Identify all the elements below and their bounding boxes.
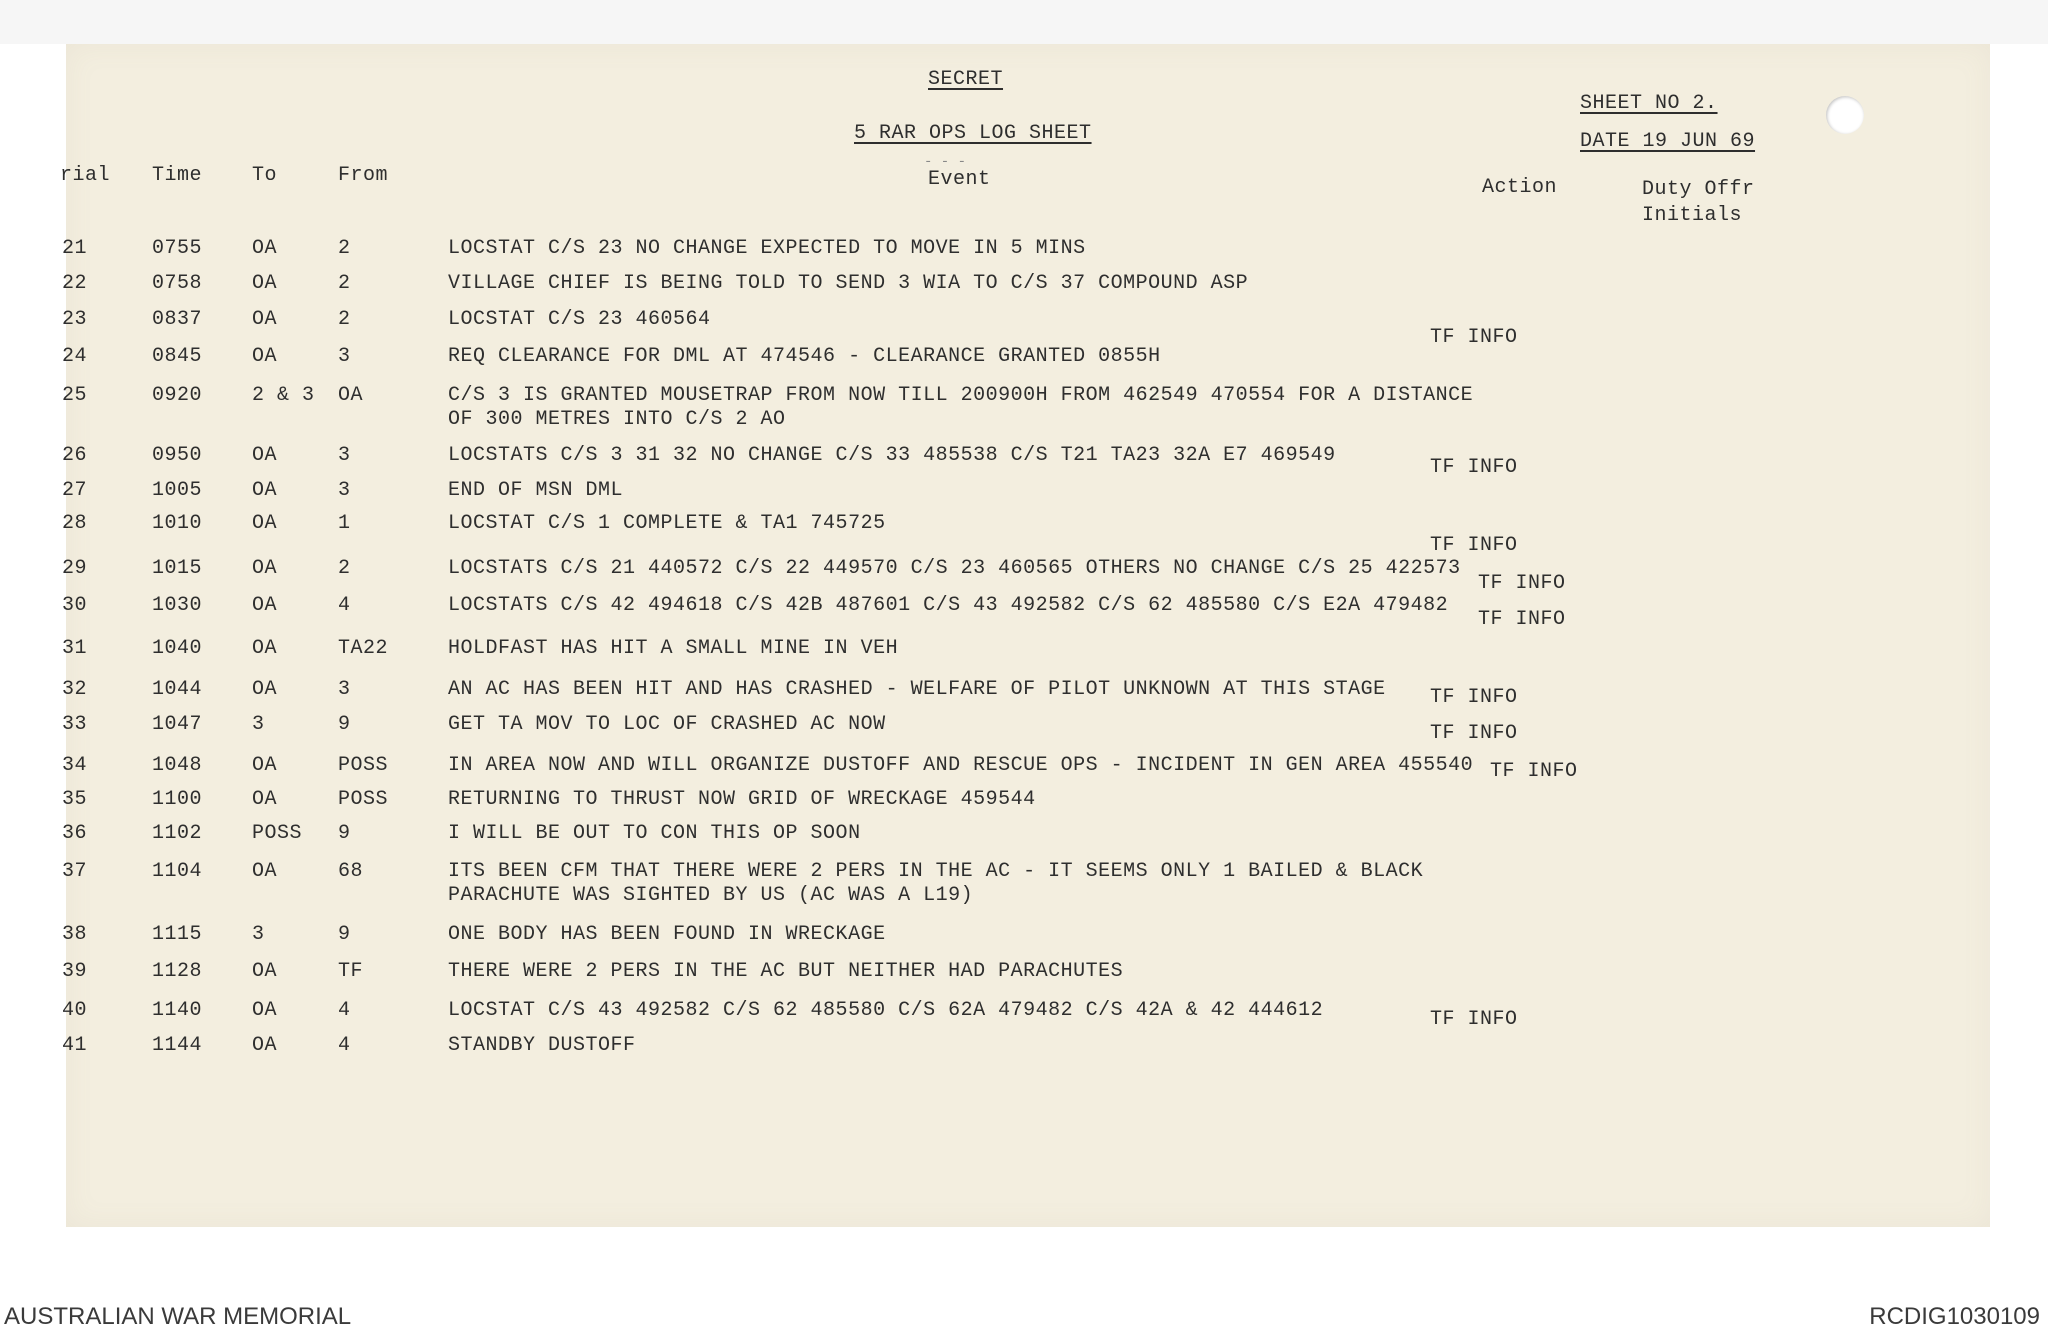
entry-to: OA xyxy=(252,860,278,883)
entry-from: OA xyxy=(338,384,364,407)
entry-event: LOCSTAT C/S 1 COMPLETE & TA1 745725 xyxy=(448,512,886,535)
entry-to: OA xyxy=(252,754,278,777)
entry-time: 1010 xyxy=(152,512,203,535)
entry-time: 1144 xyxy=(152,1034,203,1057)
entry-time: 1047 xyxy=(152,713,203,736)
entry-serial: 21 xyxy=(62,237,88,260)
entry-time: 1044 xyxy=(152,678,203,701)
entry-time: 0845 xyxy=(152,345,203,368)
entry-from: 4 xyxy=(338,594,351,617)
entry-serial: 24 xyxy=(62,345,88,368)
sheet-number: SHEET NO 2. xyxy=(1580,92,1718,115)
entry-from: 2 xyxy=(338,237,351,260)
entry-to: OA xyxy=(252,345,278,368)
column-header-serial: rial xyxy=(60,164,111,187)
scan-top-margin xyxy=(0,0,2048,44)
entry-action: TF INFO xyxy=(1490,760,1578,783)
entry-to: OA xyxy=(252,594,278,617)
entry-from: 2 xyxy=(338,557,351,580)
entry-event: LOCSTATS C/S 21 440572 C/S 22 449570 C/S 23 460565 OTHERS NO CHANGE C/S 25 422573 xyxy=(448,557,1461,580)
entry-event-continued: PARACHUTE WAS SIGHTED BY US (AC WAS A L19) xyxy=(448,884,974,907)
entry-from: 4 xyxy=(338,999,351,1022)
entry-time: 1005 xyxy=(152,479,203,502)
entry-to: POSS xyxy=(252,822,303,845)
entry-event: STANDBY DUSTOFF xyxy=(448,1034,636,1057)
entry-time: 0950 xyxy=(152,444,203,467)
column-header-event: Event xyxy=(928,168,991,191)
column-header-to: To xyxy=(252,164,278,187)
entry-event: LOCSTATS C/S 42 494618 C/S 42B 487601 C/S 43 492582 C/S 62 485580 C/S E2A 479482 xyxy=(448,594,1449,617)
column-header-time: Time xyxy=(152,164,203,187)
entry-to: OA xyxy=(252,999,278,1022)
classification-marking: SECRET xyxy=(928,68,1004,91)
entry-event: LOCSTAT C/S 23 NO CHANGE EXPECTED TO MOVE IN 5 MINS xyxy=(448,237,1086,260)
entry-from: 2 xyxy=(338,308,351,331)
entry-serial: 33 xyxy=(62,713,88,736)
entry-from: 2 xyxy=(338,272,351,295)
entry-to: OA xyxy=(252,557,278,580)
entry-serial: 31 xyxy=(62,637,88,660)
entry-action: TF INFO xyxy=(1430,456,1518,479)
entry-from: 4 xyxy=(338,1034,351,1057)
entry-time: 0755 xyxy=(152,237,203,260)
entry-serial: 25 xyxy=(62,384,88,407)
entry-serial: 35 xyxy=(62,788,88,811)
entry-from: 1 xyxy=(338,512,351,535)
entry-time: 0758 xyxy=(152,272,203,295)
entry-event: LOCSTAT C/S 43 492582 C/S 62 485580 C/S 62A 479482 C/S 42A & 42 444612 xyxy=(448,999,1324,1022)
entry-event: THERE WERE 2 PERS IN THE AC BUT NEITHER HAD PARACHUTES xyxy=(448,960,1124,983)
entry-time: 0920 xyxy=(152,384,203,407)
entry-serial: 34 xyxy=(62,754,88,777)
entry-event: IN AREA NOW AND WILL ORGANIZE DUSTOFF AND RESCUE OPS - INCIDENT IN GEN AREA 455540 xyxy=(448,754,1474,777)
entry-serial: 41 xyxy=(62,1034,88,1057)
archive-name: AUSTRALIAN WAR MEMORIAL xyxy=(4,1303,352,1330)
entry-event: C/S 3 IS GRANTED MOUSETRAP FROM NOW TILL 200900H FROM 462549 470554 FOR A DISTANCE xyxy=(448,384,1474,407)
entry-event: VILLAGE CHIEF IS BEING TOLD TO SEND 3 WIA TO C/S 37 COMPOUND ASP xyxy=(448,272,1249,295)
archive-footer xyxy=(0,1295,2048,1337)
entry-serial: 26 xyxy=(62,444,88,467)
entry-time: 1140 xyxy=(152,999,203,1022)
entry-time: 1128 xyxy=(152,960,203,983)
entry-from: 3 xyxy=(338,345,351,368)
entry-action: TF INFO xyxy=(1430,534,1518,557)
entry-time: 1115 xyxy=(152,923,203,946)
entry-to: OA xyxy=(252,678,278,701)
entry-from: 9 xyxy=(338,923,351,946)
entry-event: ITS BEEN CFM THAT THERE WERE 2 PERS IN THE AC - IT SEEMS ONLY 1 BAILED & BLACK xyxy=(448,860,1424,883)
entry-event: LOCSTATS C/S 3 31 32 NO CHANGE C/S 33 485538 C/S T21 TA23 32A E7 469549 xyxy=(448,444,1336,467)
entry-time: 1030 xyxy=(152,594,203,617)
entry-serial: 22 xyxy=(62,272,88,295)
entry-to: OA xyxy=(252,637,278,660)
entry-from: TF xyxy=(338,960,364,983)
entry-serial: 29 xyxy=(62,557,88,580)
entry-to: OA xyxy=(252,444,278,467)
column-header-duty-offr-initials: Initials xyxy=(1642,204,1743,227)
entry-to: OA xyxy=(252,1034,278,1057)
entry-event-continued: OF 300 METRES INTO C/S 2 AO xyxy=(448,408,786,431)
entry-to: OA xyxy=(252,479,278,502)
sheet-date: DATE 19 JUN 69 xyxy=(1580,130,1756,153)
entry-time: 1100 xyxy=(152,788,203,811)
entry-from: TA22 xyxy=(338,637,389,660)
entry-to: 3 xyxy=(252,713,265,736)
column-header-from: From xyxy=(338,164,389,187)
entry-to: OA xyxy=(252,308,278,331)
entry-from: POSS xyxy=(338,788,389,811)
title-dashes: - - - xyxy=(924,154,967,170)
entry-to: OA xyxy=(252,272,278,295)
entry-event: ONE BODY HAS BEEN FOUND IN WRECKAGE xyxy=(448,923,886,946)
entry-to: 2 & 3 xyxy=(252,384,315,407)
log-sheet-paper xyxy=(60,44,1990,1227)
entry-action: TF INFO xyxy=(1430,1008,1518,1031)
entry-from: 3 xyxy=(338,479,351,502)
entry-serial: 32 xyxy=(62,678,88,701)
entry-time: 1104 xyxy=(152,860,203,883)
entry-to: 3 xyxy=(252,923,265,946)
column-header-duty-offr: Duty Offr xyxy=(1642,178,1755,201)
archive-reference: RCDIG1030109 xyxy=(1869,1303,2040,1330)
entry-from: 68 xyxy=(338,860,364,883)
entry-serial: 36 xyxy=(62,822,88,845)
entry-serial: 28 xyxy=(62,512,88,535)
entry-event: I WILL BE OUT TO CON THIS OP SOON xyxy=(448,822,861,845)
entry-serial: 23 xyxy=(62,308,88,331)
entry-action: TF INFO xyxy=(1478,608,1566,631)
entry-serial: 27 xyxy=(62,479,88,502)
entry-to: OA xyxy=(252,788,278,811)
entry-to: OA xyxy=(252,237,278,260)
entry-time: 1048 xyxy=(152,754,203,777)
entry-event: AN AC HAS BEEN HIT AND HAS CRASHED - WELFARE OF PILOT UNKNOWN AT THIS STAGE xyxy=(448,678,1386,701)
entry-event: HOLDFAST HAS HIT A SMALL MINE IN VEH xyxy=(448,637,899,660)
entry-action: TF INFO xyxy=(1430,326,1518,349)
entry-from: 9 xyxy=(338,822,351,845)
entry-time: 0837 xyxy=(152,308,203,331)
entry-action: TF INFO xyxy=(1430,722,1518,745)
entry-event: GET TA MOV TO LOC OF CRASHED AC NOW xyxy=(448,713,886,736)
entry-time: 1040 xyxy=(152,637,203,660)
entry-from: 9 xyxy=(338,713,351,736)
entry-serial: 30 xyxy=(62,594,88,617)
entry-event: LOCSTAT C/S 23 460564 xyxy=(448,308,711,331)
punch-hole xyxy=(1826,96,1864,134)
sheet-title: 5 RAR OPS LOG SHEET xyxy=(854,122,1092,145)
entry-to: OA xyxy=(252,512,278,535)
entry-from: POSS xyxy=(338,754,389,777)
entry-to: OA xyxy=(252,960,278,983)
entry-time: 1102 xyxy=(152,822,203,845)
entry-event: END OF MSN DML xyxy=(448,479,624,502)
entry-from: 3 xyxy=(338,678,351,701)
entry-serial: 38 xyxy=(62,923,88,946)
entry-event: RETURNING TO THRUST NOW GRID OF WRECKAGE 459544 xyxy=(448,788,1036,811)
entry-event: REQ CLEARANCE FOR DML AT 474546 - CLEARANCE GRANTED 0855H xyxy=(448,345,1161,368)
entry-from: 3 xyxy=(338,444,351,467)
entry-serial: 39 xyxy=(62,960,88,983)
column-header-action: Action xyxy=(1482,176,1558,199)
entry-action: TF INFO xyxy=(1478,572,1566,595)
entry-time: 1015 xyxy=(152,557,203,580)
entry-serial: 40 xyxy=(62,999,88,1022)
entry-serial: 37 xyxy=(62,860,88,883)
entry-action: TF INFO xyxy=(1430,686,1518,709)
